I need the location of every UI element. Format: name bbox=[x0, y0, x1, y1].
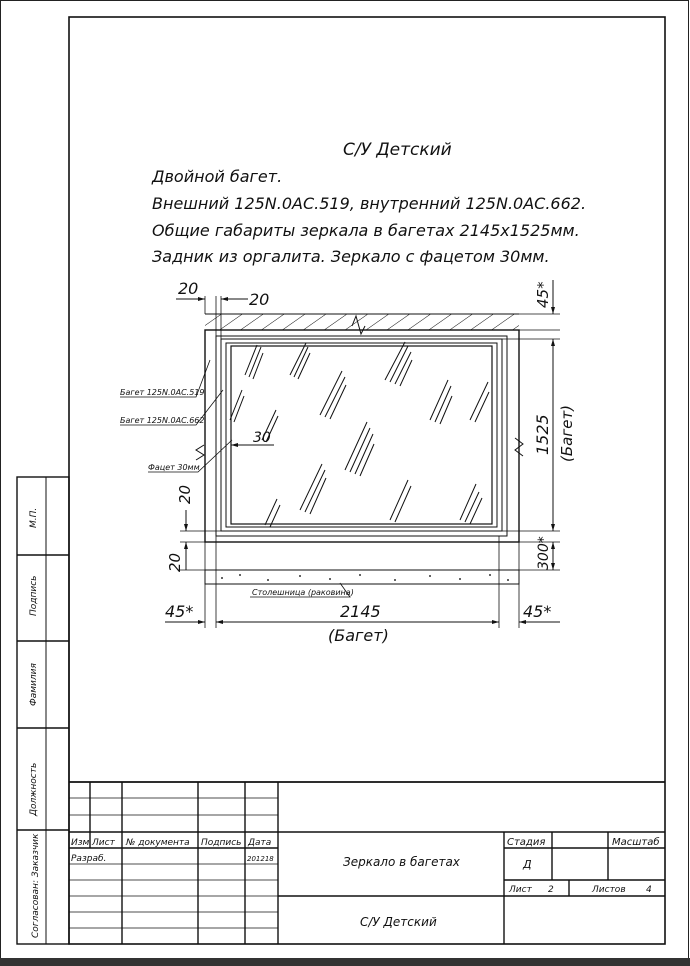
hdr-date: Дата bbox=[248, 838, 272, 848]
dim-height-note: (Багет) bbox=[558, 404, 576, 462]
hdr-signature: Подпись bbox=[201, 838, 242, 848]
dim-left-vert-low: 20 bbox=[166, 552, 184, 572]
stamp-signature: Подпись bbox=[29, 575, 39, 616]
stamp-surname: Фамилия bbox=[29, 663, 39, 706]
dim-left-bottom: 45* bbox=[165, 602, 194, 621]
side-stamp-labels bbox=[29, 508, 41, 938]
hdr-change: Изм bbox=[71, 838, 90, 848]
scale-label: Масштаб bbox=[612, 837, 660, 848]
stage-label: Стадия bbox=[507, 837, 546, 848]
sheets-value: 4 bbox=[646, 885, 652, 895]
dim-width-note: (Багет) bbox=[328, 626, 389, 645]
dim-frame-top-left: 20 bbox=[178, 279, 199, 298]
side-stamp bbox=[17, 477, 69, 944]
dim-facet: 30 bbox=[253, 430, 271, 446]
notes-block bbox=[151, 140, 586, 266]
stamp-position: Должность bbox=[29, 762, 39, 816]
dim-right-bottom: 45* bbox=[523, 602, 552, 621]
dim-frame-top-right: 20 bbox=[249, 290, 270, 309]
callout-outer-baguette: Багет 125N.0AC.519 bbox=[120, 388, 205, 397]
note-line-3: Общие габариты зеркала в багетах 2145х1525мм. bbox=[152, 221, 580, 240]
dim-left-vert: 20 bbox=[176, 484, 194, 504]
note-line-4: Задник из оргалита. Зеркало с фацетом 30мм. bbox=[152, 247, 550, 266]
note-line-2: Внешний 125N.0AC.519, внутренний 125N.0AC.662. bbox=[152, 194, 587, 213]
title-block-text bbox=[71, 836, 660, 929]
callout-countertop: Столешница (раковина) bbox=[252, 588, 354, 597]
stamp-approved: Согласован: Заказчик bbox=[31, 833, 41, 938]
sheet-label: Лист bbox=[509, 885, 532, 895]
sheets-label: Листов bbox=[592, 885, 626, 895]
notes-title: С/У Детский bbox=[343, 140, 452, 160]
stamp-mp: М.П. bbox=[29, 507, 39, 528]
doc-name: Зеркало в багетах bbox=[343, 855, 460, 869]
dim-width: 2145 bbox=[340, 602, 381, 621]
callout-inner-baguette: Багет 125N.0AC.662 bbox=[120, 416, 205, 425]
sheet-value: 2 bbox=[548, 885, 554, 895]
stage-value: Д bbox=[523, 858, 532, 871]
mirror-drawing bbox=[120, 280, 560, 628]
countertop bbox=[205, 570, 519, 584]
hdr-doc-number: № документа bbox=[126, 838, 190, 848]
hdr-sheet: Лист bbox=[92, 838, 115, 848]
note-line-1: Двойной багет. bbox=[152, 167, 283, 186]
developer-label: Разраб. bbox=[71, 854, 107, 864]
dim-top-offset: 45* bbox=[534, 281, 552, 308]
callout-facet: Фацет 30мм bbox=[148, 463, 200, 472]
developer-date: 201218 bbox=[247, 855, 274, 863]
dim-height: 1525 bbox=[533, 414, 552, 455]
dim-bottom-offset: 300* bbox=[536, 536, 552, 570]
object-name: С/У Детский bbox=[360, 915, 437, 929]
